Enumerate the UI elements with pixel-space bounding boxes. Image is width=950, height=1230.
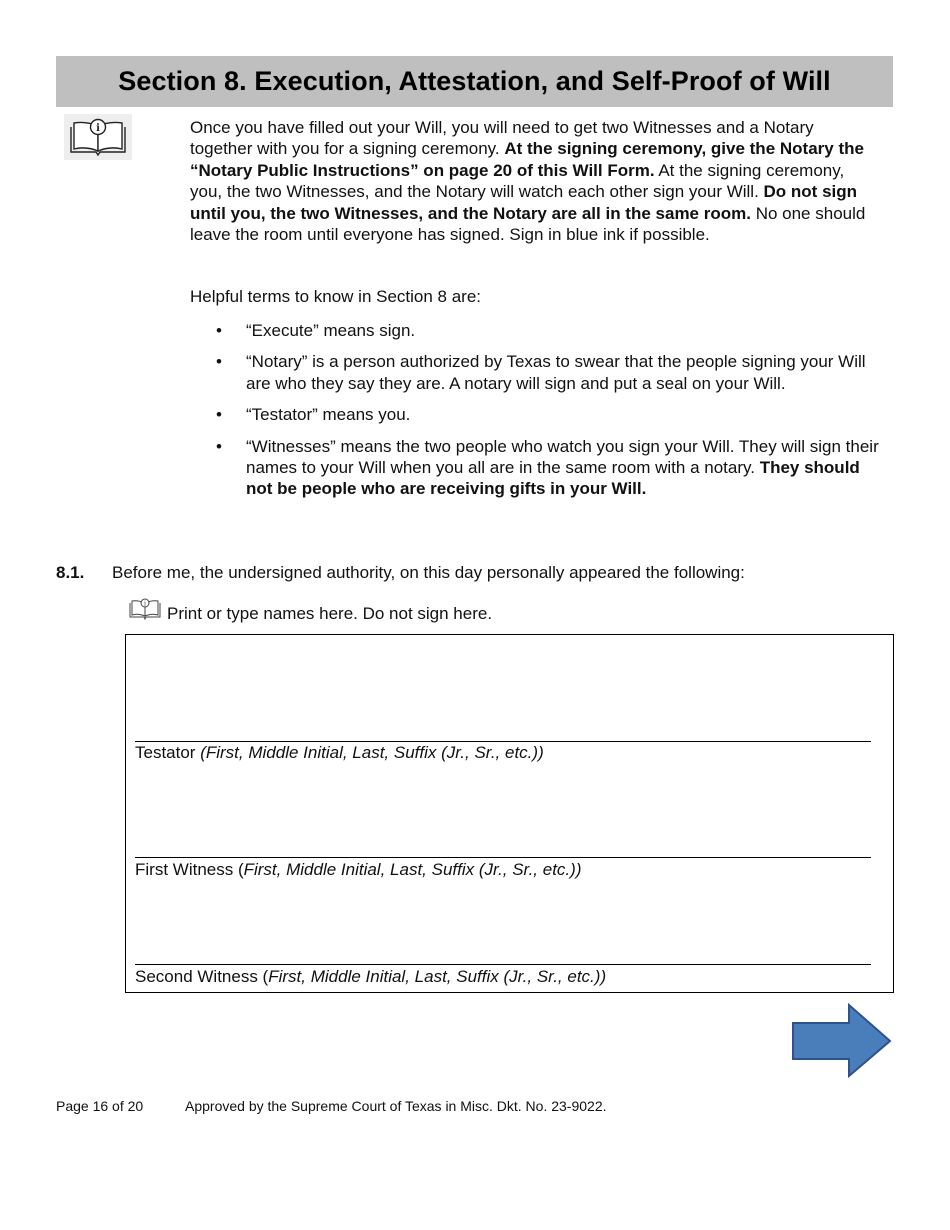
- terms-heading: Helpful terms to know in Section 8 are:: [190, 287, 482, 306]
- section-title: Section 8. Execution, Attestation, and Self-Proof of Will: [118, 66, 831, 96]
- print-note: Print or type names here. Do not sign here.: [167, 604, 493, 623]
- testator-label: Testator (First, Middle Initial, Last, Suffix (Jr., Sr., etc.)): [135, 743, 544, 762]
- page-number: Page 16 of 20: [56, 1098, 144, 1114]
- book-info-icon: [127, 596, 163, 620]
- book-info-icon: [64, 114, 132, 160]
- intro-paragraph: Once you have filled out your Will, you will need to get two Witnesses and a Notary together with you for a signing ceremony. At the signing ceremony, give the Notary the “Notary Public Instructions” on page 20 of this Will Form. At the signing ceremony, you, the two Witnesses, and the Notary will watch each other sign your Will. Do not sign until you, the two Witnesses, and the Notary are all in the same room. No one should leave the room until everyone has signed. Sign in blue ink if possible.: [190, 118, 866, 245]
- first-witness-name-line[interactable]: [135, 857, 871, 858]
- list-item: • “Execute” means sign.: [216, 321, 416, 340]
- subsection-text: Before me, the undersigned authority, on this day personally appeared the following:: [112, 563, 745, 582]
- testator-name-line[interactable]: [135, 741, 871, 742]
- names-box: [125, 634, 894, 993]
- section-header: [56, 56, 893, 107]
- svg-text:i: i: [144, 600, 146, 608]
- list-item: • “Testator” means you.: [216, 405, 411, 425]
- approval-note: Approved by the Supreme Court of Texas in Misc. Dkt. No. 23-9022.: [185, 1098, 607, 1114]
- list-item: • “Witnesses” means the two people who watch you sign your Will. They will sign their names to your Will when you all are in the same room with a notary. They should not be people who are receiving gifts in your Will.: [216, 436, 879, 499]
- second-witness-name-line[interactable]: [135, 964, 871, 965]
- subsection-number: 8.1.: [56, 563, 85, 582]
- terms-list: [190, 320, 890, 510]
- list-item: • “Notary” is a person authorized by Texas to swear that the people signing your Will are who they say they are. A notary will sign and put a seal on your Will.: [216, 352, 866, 393]
- svg-text:i: i: [96, 123, 100, 134]
- second-witness-label: Second Witness (First, Middle Initial, Last, Suffix (Jr., Sr., etc.)): [135, 967, 607, 986]
- first-witness-label: First Witness (First, Middle Initial, Last, Suffix (Jr., Sr., etc.)): [135, 860, 582, 879]
- arrow-right-icon[interactable]: [791, 1003, 893, 1079]
